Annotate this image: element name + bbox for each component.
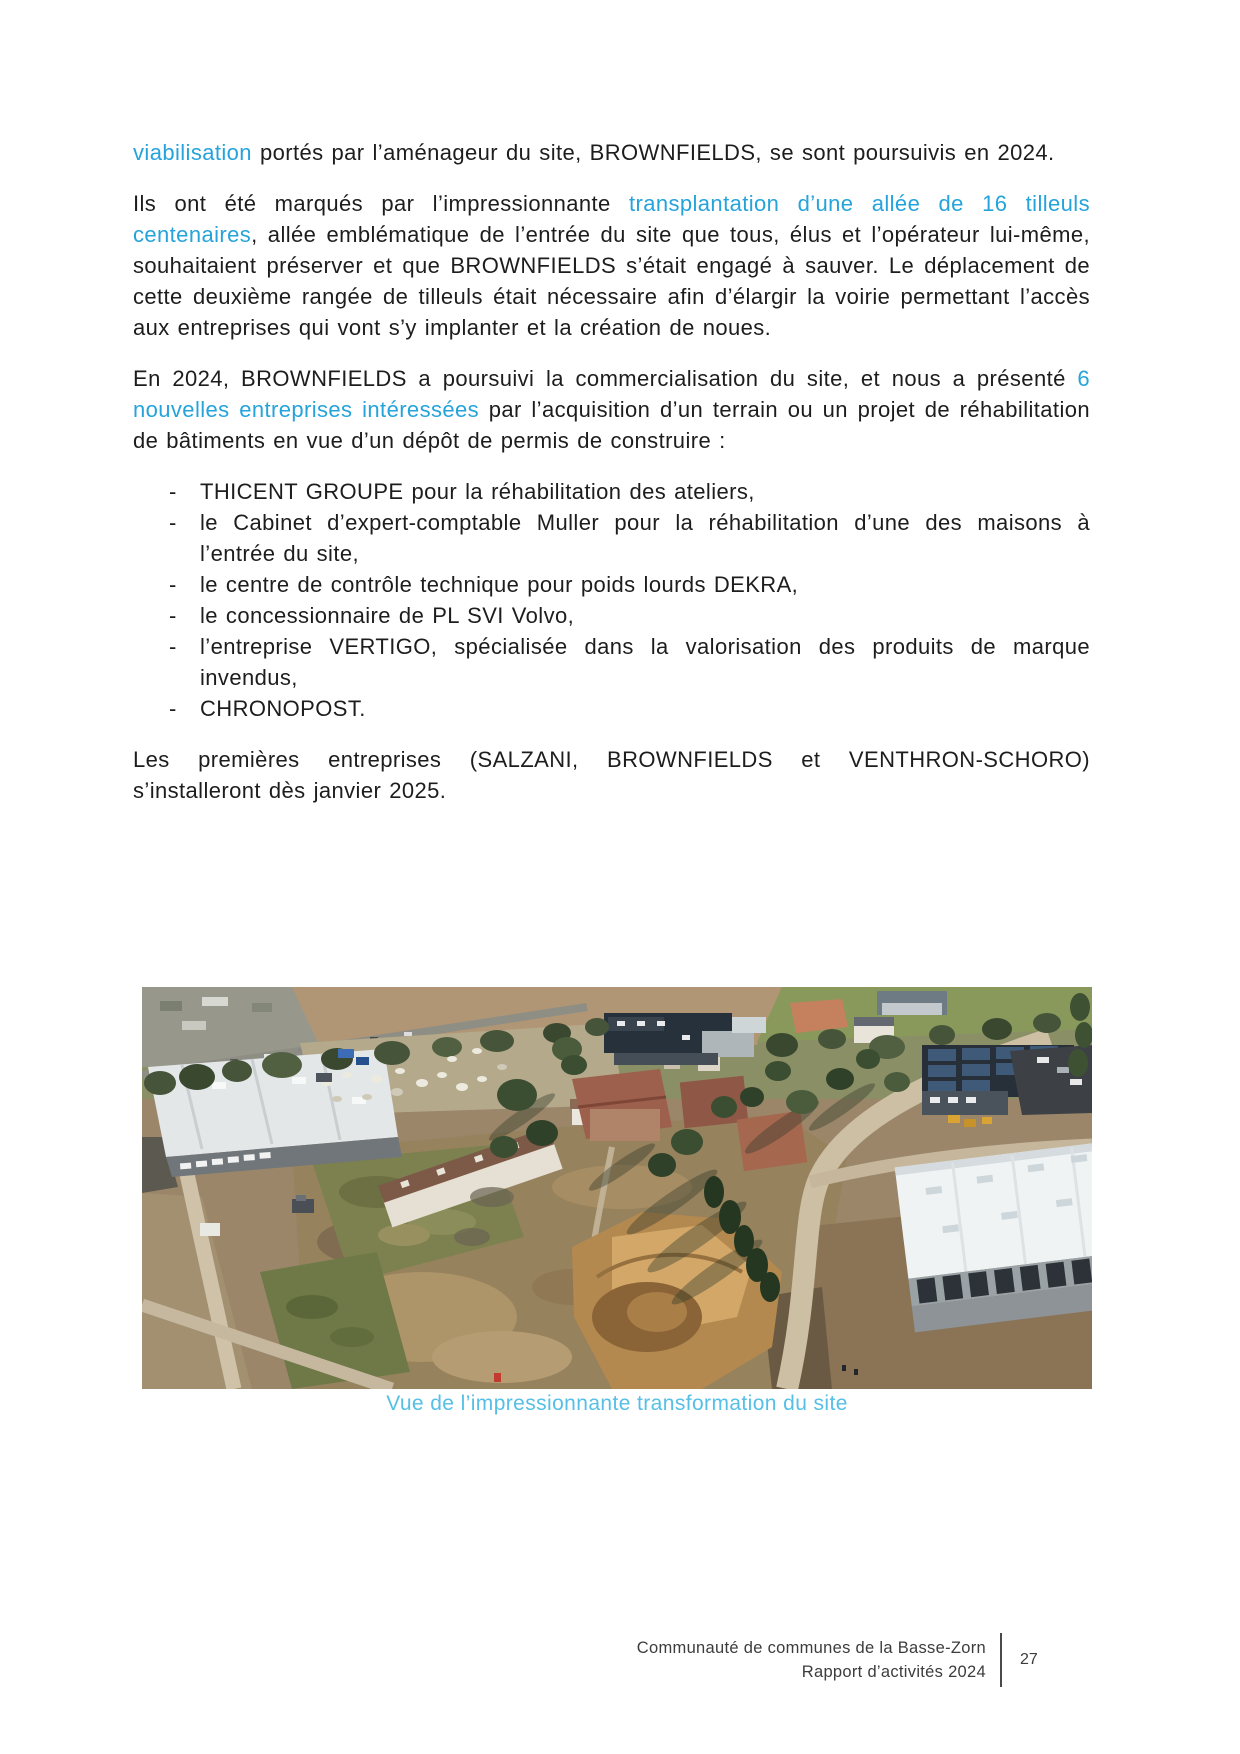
highlighted-text: viabilisation xyxy=(133,140,260,165)
body-text: En 2024, BROWNFIELDS a poursuivi la commercialisation du site, et nous a présenté xyxy=(133,366,1078,391)
photo-caption: Vue de l’impressionnante transformation du site xyxy=(386,1392,848,1415)
footer-report-title: Rapport d’activités 2024 xyxy=(801,1663,986,1681)
footer-organization: Communauté de communes de la Basse-Zorn xyxy=(636,1639,986,1657)
list-item xyxy=(133,569,1090,600)
paragraph xyxy=(133,188,1090,343)
footer-divider xyxy=(1000,1633,1002,1687)
paragraph xyxy=(133,363,1090,456)
list-item xyxy=(133,600,1090,631)
body-text: portés par l’aménageur du site, BROWNFIELDS, se sont poursuivis en 2024. xyxy=(259,140,1055,165)
list-bullet-dash: - xyxy=(169,479,177,504)
list-item xyxy=(133,476,1090,507)
aerial-photo-illustration xyxy=(142,987,1092,1389)
list-item-text: le Cabinet d’expert-comptable Muller pour la réhabilitation d’une des maisons à l’entrée du site, xyxy=(200,510,1090,566)
list-bullet-dash: - xyxy=(169,696,177,721)
body-text: Ils ont été marqués par l’impressionnante xyxy=(133,191,629,216)
list-item-text: THICENT GROUPE pour la réhabilitation des ateliers, xyxy=(200,479,755,504)
paragraph xyxy=(133,137,1090,168)
body-text: par l’acquisition d’un terrain ou un projet de réhabilitation de bâtiments en vue d’un dépôt de permis de construire : xyxy=(133,397,1090,453)
page-footer xyxy=(133,1633,1048,1687)
document-body xyxy=(133,137,1090,826)
page-number: 27 xyxy=(1020,1651,1038,1668)
company-list xyxy=(133,476,1090,724)
closing-paragraph: Les premières entreprises (SALZANI, BROWNFIELDS et VENTHRON-SCHORO) s’installeront dès janvier 2025. xyxy=(133,747,1090,803)
list-item xyxy=(133,631,1090,693)
list-item xyxy=(133,693,1090,724)
list-bullet-dash: - xyxy=(169,603,177,628)
footer-text xyxy=(637,1636,986,1684)
list-item-text: CHRONOPOST. xyxy=(200,696,366,721)
list-item-text: l’entreprise VERTIGO, spécialisée dans la valorisation des produits de marque invendus, xyxy=(200,634,1090,690)
highlighted-text: transplantation d’une allée de 16 tilleuls centenaires xyxy=(133,191,1090,247)
list-item-text: le concessionnaire de PL SVI Volvo, xyxy=(200,603,575,628)
list-bullet-dash: - xyxy=(169,510,177,535)
warehouse-right xyxy=(895,1138,1092,1332)
highlighted-text: 6 nouvelles entreprises intéressées xyxy=(133,366,1090,422)
list-item-text: le centre de contrôle technique pour poids lourds DEKRA, xyxy=(200,572,799,597)
aerial-photo xyxy=(142,987,1092,1389)
list-item xyxy=(133,507,1090,569)
list-bullet-dash: - xyxy=(169,634,177,659)
body-text: , allée emblématique de l’entrée du site que tous, élus et l’opérateur lui-même, souhaitaient préserver et que BROWNFIELDS s’était engagé à sauver. Le déplacement de cette deuxième rangée de tilleuls était nécessaire afin d’élargir la voirie permettant l’accès aux entreprises qui vont s’y implanter et la création de noues. xyxy=(133,222,1090,340)
list-bullet-dash: - xyxy=(169,572,177,597)
